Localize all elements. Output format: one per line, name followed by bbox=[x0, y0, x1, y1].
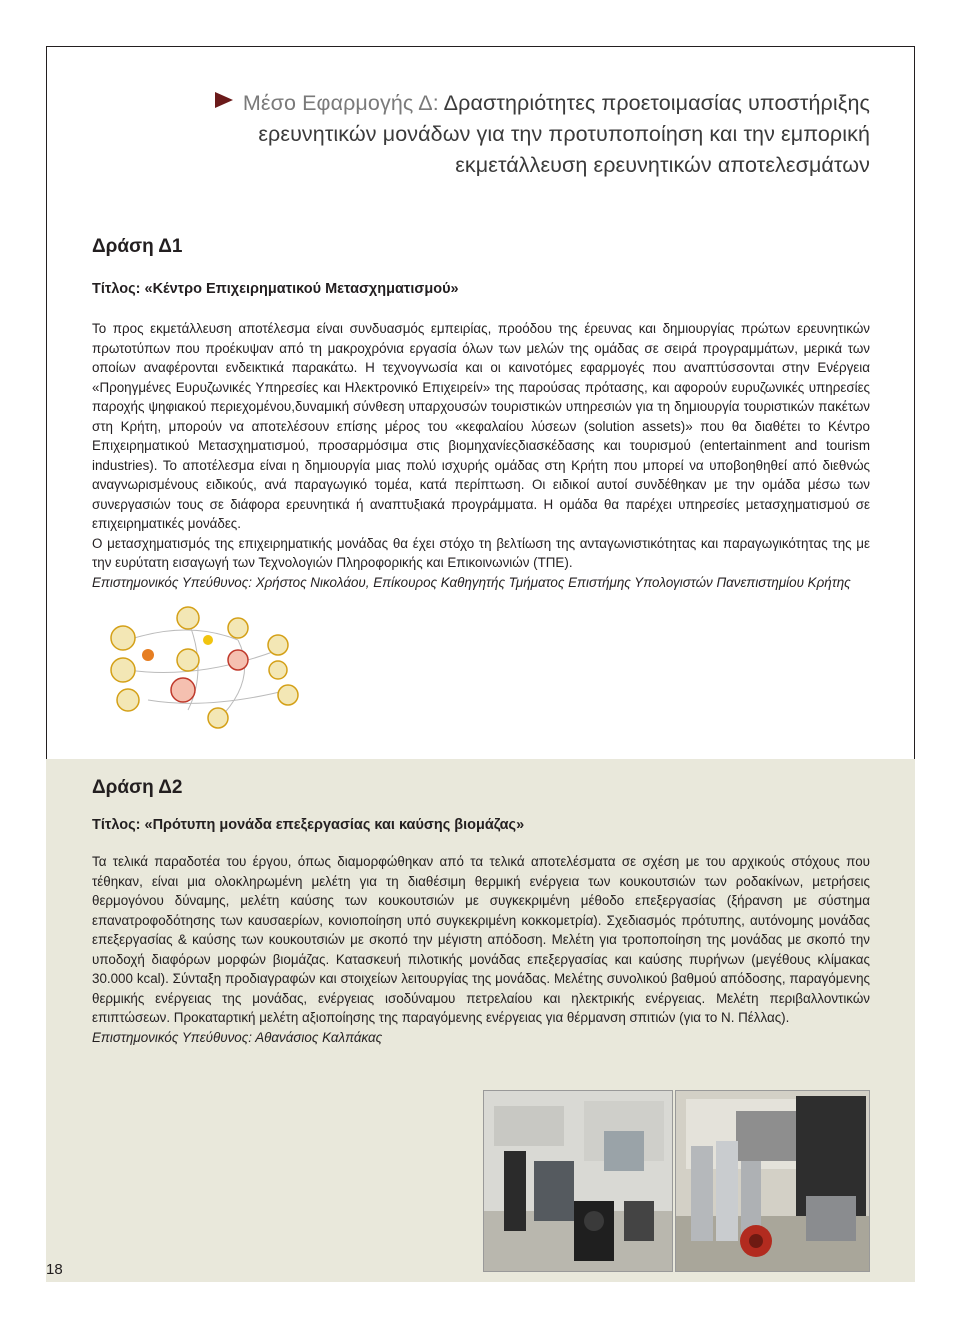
action1-body bbox=[92, 319, 870, 592]
action1-heading: Δράση Δ1 bbox=[92, 236, 183, 257]
lab-photo-2 bbox=[675, 1090, 870, 1272]
action2-body bbox=[92, 852, 870, 1047]
action1-paragraph-1: Το προς εκμετάλλευση αποτέλεσμα είναι συνδυασμός εμπειρίας, προόδου της έρευνας και δημιουργίας πρώτων ερευνητικών πρωτοτύπων που προέκυψαν από τη μακροχρόνια εργασία όλων των μελών της ομάδας σε σειρά προγραμμάτων, μερικά των οποίων αναφέρονται ενδεικτικά παρακάτω. Η τεχνογνωσία και οι καινοτόμες εφαρμογές που αναπτύσσονται στην Ενέργεια «Προηγμένες Ευρυζωνικές Υπηρεσίες και Ηλεκτρονικό Επιχειρείν» της παρούσας πρότασης, και αφορούν ευρυζωνικές υπηρεσίες παροχής ψηφιακού περιεχομένου,δυναμική σύνθεση υπαρχουσών τουριστικών υπηρεσιών για τη δημιουργία τουριστικών πακέτων στη Κρήτη, μπορούν να αποτελέσουν επίσης μέρος του «κεφαλαίου λύσεων (solution assets)» που θα διαθέτει το Κέντρο Επιχειρηματικού Μετασχηματισμού, προσαρμόσιμα στις βιομηχανίεςδιασκέδασης και τουρισμού (entertainment and tourism industries). Το αποτέλεσμα είναι η δημιουργία μιας πολύ ισχυρής ομάδας στη Κρήτη που μπορεί να υποβοηθηθεί από διεθνώς αναγνωρισμένους ειδικούς, ανά παραγωγικό τομέα, κατά περίπτωση. Οι ειδικοί αυτοί συνδέθηκαν με την ομάδα μέσω των συνεργασιών τους σε διάφορα ερευνητικά ή αναπτυξιακά προγράμματα. Η ομάδα θα παρέχει υπηρεσίες μετασχηματισμού σε επιχειρηματικές μονάδες. bbox=[92, 321, 870, 531]
header-title-line-3: εκμετάλλευση ερευνητικών αποτελεσμάτων bbox=[455, 153, 870, 177]
action2-title: Τίτλος: «Πρότυπη μονάδα επεξεργασίας και καύσης βιομάζας» bbox=[92, 817, 525, 833]
action2-heading-wrap bbox=[92, 777, 870, 799]
page-number: 18 bbox=[46, 1261, 63, 1278]
lab-photo-1 bbox=[483, 1090, 673, 1272]
section-header bbox=[150, 88, 870, 181]
action1-paragraph-2: Ο μετασχηματισμός της επιχειρηματικής μονάδας θα έχει στόχο τη βελτίωση της ανταγωνιστικότητας και παραγωγικότητας της με την ευρύτατη εισαγωγή των Τεχνολογιών Πληροφορικής και Επικοινωνιών (ΤΠΕ). bbox=[92, 535, 870, 570]
header-title-line-1: Δραστηριότητες προετοιμασίας υποστήριξης bbox=[443, 91, 870, 115]
action2-paragraph: Τα τελικά παραδοτέα του έργου, όπως διαμορφώθηκαν από τα τελικά αποτελέσματα σε σχέση με του αρχικούς στόχους που τέθηκαν, είναι μια ολοκληρωμένη μελέτη για τη διαθέσιμη θερμική ενέργεια των κουκουτσιών των ροδακίνων, μετρήσεις θερμογόνου δύναμης, μελέτη καύσης των κουκουτσιών με συγκεκριμένη μέθοδο επεξεργασίας (ξήρανση με σύστημα επανατροφοδότησης των καυσαερίων, κονιοποίηση υπό συγκεκριμένη κοκκομετρία). Σχεδιασμός πρότυπης, αυτόνομης μονάδας επεξεργασίας & καύσης των κουκουτσιών με σκοπό την μέγιστη απόδοση. Μελέτη για τροποποίηση της μονάδας με σκοπό την υποδοχή διαφόρων μορφών βιομάζας. Κατασκευή πιλοτικής μονάδας επεξεργασίας και καύσης πυρήνων (μεγέθους κλίμακας 30.000 kcal). Σύνταξη προδιαγραφών και στοιχείων λειτουργίας της μονάδας. Μελέτης συνολικού βαθμού απόδοσης, παραγόμενης θερμικής ενέργειας της μονάδας, ενέργειας ισοδύναμου πετρελαίου και ηλεκτρικής ενέργειας. Μελέτη περιβαλλοντικών επιπτώσεων. Προκαταρτική μελέτη αξιοποίησης της παραγόμενης ενέργειας για θέρμανση σπιτιών (για το Ν. Πέλλας). bbox=[92, 854, 870, 1025]
lab-photo-2-image bbox=[676, 1091, 869, 1271]
action1-responsible: Επιστημονικός Υπεύθυνος: Χρήστος Νικολάου, Επίκουρος Καθηγητής Τμήματος Επιστήμης Υπολογιστών Πανεπιστημίου Κρήτης bbox=[92, 574, 851, 590]
action2-title-wrap bbox=[92, 817, 870, 833]
action2-responsible: Επιστημονικός Υπεύθυνος: Αθανάσιος Καλπάκας bbox=[92, 1029, 383, 1045]
header-title-line-2: ερευνητικών μονάδων για την προτυποποίηση και την εμπορική bbox=[258, 122, 870, 146]
action2-heading: Δράση Δ2 bbox=[92, 777, 183, 798]
arrow-bullet-icon bbox=[215, 92, 233, 108]
action1-title-wrap bbox=[92, 281, 870, 297]
process-diagram-image bbox=[88, 600, 328, 730]
header-prefix: Μέσο Εφαρμογής Δ: bbox=[242, 91, 439, 115]
header-line-1 bbox=[150, 88, 870, 119]
lab-photo-1-image bbox=[484, 1091, 672, 1271]
action1-title: Τίτλος: «Κέντρο Επιχειρηματικού Μετασχηματισμού» bbox=[92, 281, 459, 297]
action1-section bbox=[92, 236, 870, 258]
